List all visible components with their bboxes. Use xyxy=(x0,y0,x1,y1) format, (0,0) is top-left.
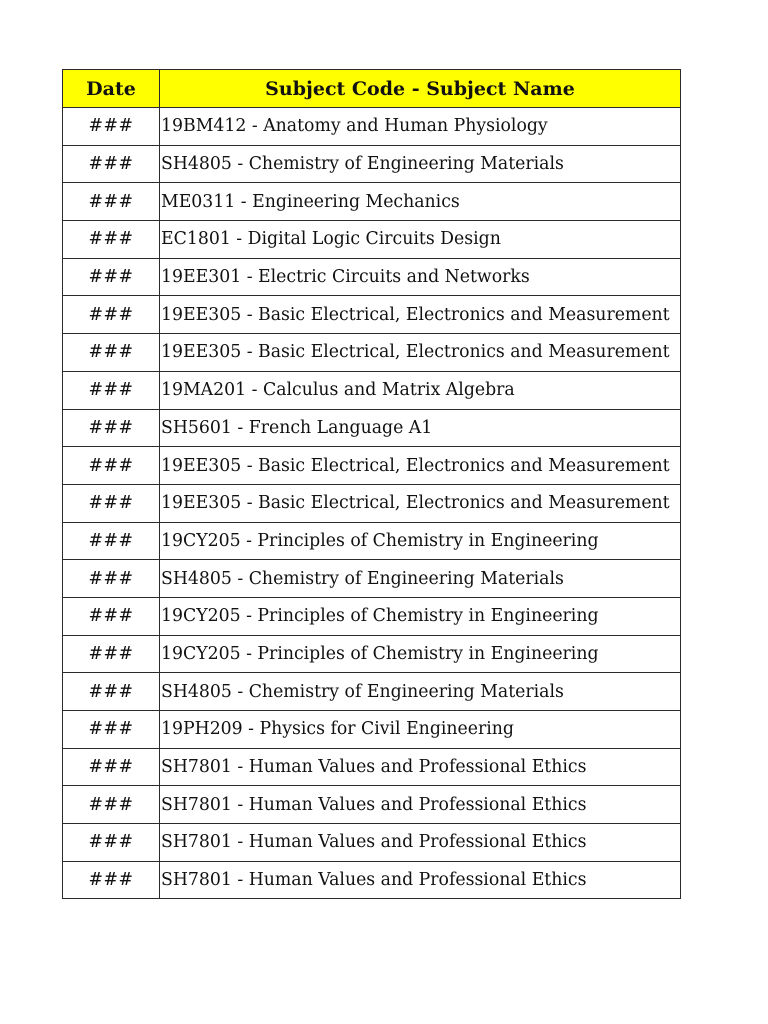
table-row xyxy=(63,334,681,372)
table-row xyxy=(63,824,681,862)
subject-cell: 19EE305 - Basic Electrical, Electronics and Measurement xyxy=(160,334,681,372)
table-body xyxy=(63,108,681,899)
table-header xyxy=(63,70,681,108)
subject-cell: SH5601 - French Language A1 xyxy=(160,409,681,447)
date-cell: ### xyxy=(63,258,160,296)
subject-cell: 19BM412 - Anatomy and Human Physiology xyxy=(160,108,681,146)
date-cell: ### xyxy=(63,145,160,183)
table-row xyxy=(63,258,681,296)
date-cell: ### xyxy=(63,108,160,146)
table-row xyxy=(63,673,681,711)
date-cell: ### xyxy=(63,447,160,485)
subject-cell: 19CY205 - Principles of Chemistry in Engineering xyxy=(160,597,681,635)
date-cell: ### xyxy=(63,409,160,447)
date-cell: ### xyxy=(63,296,160,334)
table-row xyxy=(63,447,681,485)
table-row xyxy=(63,484,681,522)
subject-cell: 19CY205 - Principles of Chemistry in Engineering xyxy=(160,635,681,673)
subject-cell: SH7801 - Human Values and Professional Ethics xyxy=(160,824,681,862)
table-row xyxy=(63,221,681,259)
date-cell: ### xyxy=(63,371,160,409)
table-row xyxy=(63,371,681,409)
subject-cell: EC1801 - Digital Logic Circuits Design xyxy=(160,221,681,259)
table-row xyxy=(63,522,681,560)
header-subject: Subject Code - Subject Name xyxy=(160,70,681,108)
table-row xyxy=(63,861,681,899)
table-row xyxy=(63,748,681,786)
subject-cell: 19EE305 - Basic Electrical, Electronics and Measurement xyxy=(160,296,681,334)
table-row xyxy=(63,145,681,183)
subject-cell: SH7801 - Human Values and Professional Ethics xyxy=(160,748,681,786)
date-cell: ### xyxy=(63,635,160,673)
date-cell: ### xyxy=(63,597,160,635)
subject-cell: 19PH209 - Physics for Civil Engineering xyxy=(160,711,681,749)
table-row xyxy=(63,711,681,749)
header-date: Date xyxy=(63,70,160,108)
subject-cell: SH7801 - Human Values and Professional Ethics xyxy=(160,861,681,899)
date-cell: ### xyxy=(63,673,160,711)
subject-cell: 19MA201 - Calculus and Matrix Algebra xyxy=(160,371,681,409)
subject-cell: SH4805 - Chemistry of Engineering Materials xyxy=(160,560,681,598)
date-cell: ### xyxy=(63,824,160,862)
date-cell: ### xyxy=(63,748,160,786)
header-row xyxy=(63,70,681,108)
subject-cell: 19CY205 - Principles of Chemistry in Engineering xyxy=(160,522,681,560)
subject-cell: SH4805 - Chemistry of Engineering Materials xyxy=(160,145,681,183)
date-cell: ### xyxy=(63,560,160,598)
table-row xyxy=(63,108,681,146)
table-row xyxy=(63,635,681,673)
date-cell: ### xyxy=(63,711,160,749)
table-row xyxy=(63,183,681,221)
subject-cell: 19EE305 - Basic Electrical, Electronics and Measurement xyxy=(160,447,681,485)
table-row xyxy=(63,560,681,598)
date-cell: ### xyxy=(63,786,160,824)
date-cell: ### xyxy=(63,183,160,221)
date-cell: ### xyxy=(63,861,160,899)
table-row xyxy=(63,597,681,635)
date-cell: ### xyxy=(63,221,160,259)
exam-schedule-table xyxy=(62,69,681,899)
date-cell: ### xyxy=(63,484,160,522)
subject-cell: SH7801 - Human Values and Professional Ethics xyxy=(160,786,681,824)
subject-cell: 19EE301 - Electric Circuits and Networks xyxy=(160,258,681,296)
date-cell: ### xyxy=(63,522,160,560)
subject-cell: ME0311 - Engineering Mechanics xyxy=(160,183,681,221)
table-row xyxy=(63,409,681,447)
table-row xyxy=(63,296,681,334)
subject-cell: SH4805 - Chemistry of Engineering Materials xyxy=(160,673,681,711)
date-cell: ### xyxy=(63,334,160,372)
subject-cell: 19EE305 - Basic Electrical, Electronics and Measurement xyxy=(160,484,681,522)
table-row xyxy=(63,786,681,824)
